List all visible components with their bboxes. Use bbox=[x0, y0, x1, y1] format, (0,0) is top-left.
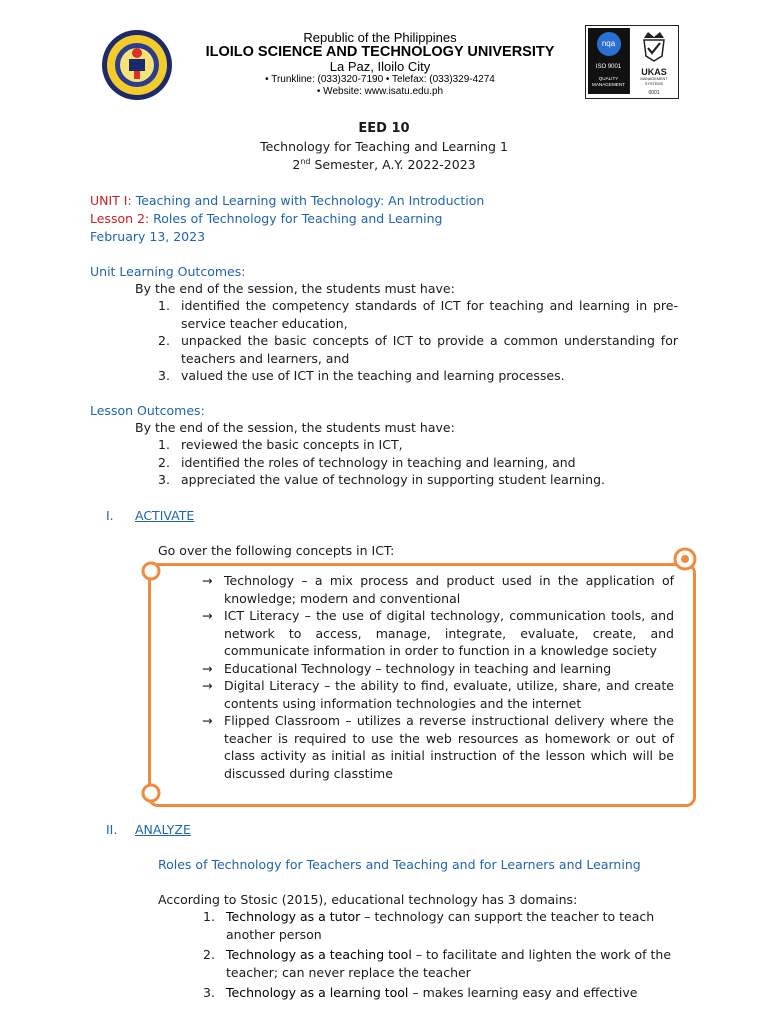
arrow-icon: → bbox=[202, 660, 213, 676]
semester-number: 2 bbox=[292, 157, 301, 173]
concept-item bbox=[202, 572, 674, 607]
arrow-icon: → bbox=[202, 573, 213, 588]
unit-title: Teaching and Learning with Technology: An Introduction bbox=[135, 193, 485, 208]
item-term: Technology as a learning tool bbox=[226, 985, 409, 1000]
item-desc: – technology can support the teacher to teach another person bbox=[226, 909, 655, 942]
concept-text: Flipped Classroom – utilizes a reverse instructional delivery where the teacher is required to use the web resources as homework or out of class activity as initial as initial instruction of the lesson which will be discussed during classtime bbox=[224, 713, 674, 781]
concept-text: Educational Technology – technology in teaching and learning bbox=[224, 660, 612, 676]
list-item bbox=[158, 454, 678, 472]
list-item bbox=[203, 946, 678, 981]
section-number-analyze: II. bbox=[106, 822, 118, 837]
item-number: 3. bbox=[158, 472, 170, 487]
lesson-date: February 13, 2023 bbox=[90, 229, 206, 244]
list-item bbox=[158, 436, 678, 454]
ulo-list bbox=[158, 297, 678, 385]
item-desc: – makes learning easy and effective bbox=[408, 985, 638, 1000]
item-number: 1. bbox=[203, 909, 215, 924]
item-term: Technology as a teaching tool bbox=[226, 947, 412, 962]
website-text: • Website: www.isatu.edu.ph bbox=[316, 86, 444, 97]
scroll-curl-icon bbox=[140, 560, 162, 582]
list-item bbox=[203, 984, 678, 1002]
semester-suffix: nd bbox=[300, 157, 311, 166]
course-title: Technology for Teaching and Learning 1 bbox=[260, 139, 508, 154]
concept-item bbox=[202, 712, 674, 782]
certification-badges bbox=[585, 25, 679, 99]
list-item bbox=[158, 471, 678, 489]
nqa-logo-icon: nqa bbox=[597, 32, 621, 56]
list-item bbox=[158, 297, 678, 332]
item-number: 2. bbox=[158, 454, 170, 470]
section-number-activate: I. bbox=[106, 508, 114, 523]
contact-numbers: • Trunkline: (033)320-7190 • Telefax: (033)329-4274 bbox=[265, 74, 495, 85]
semester-line bbox=[0, 157, 768, 172]
item-text: identified the roles of technology in teaching and learning, and bbox=[181, 454, 576, 470]
item-text: unpacked the basic concepts of ICT to provide a common understanding for teachers and learners, and bbox=[181, 333, 678, 366]
item-text: valued the use of ICT in the teaching and learning processes. bbox=[181, 368, 565, 383]
section-title-analyze: ANALYZE bbox=[135, 822, 191, 837]
republic-text: Republic of the Philippines bbox=[303, 30, 457, 45]
analyze-intro: According to Stosic (2015), educational technology has 3 domains: bbox=[158, 892, 578, 907]
concept-text: Digital Literacy – the ability to find, evaluate, utilize, share, and create contents using information technologies and the internet bbox=[224, 678, 674, 711]
item-text: appreciated the value of technology in supporting student learning. bbox=[181, 472, 605, 487]
list-item bbox=[203, 908, 678, 943]
concept-item bbox=[202, 677, 674, 712]
item-desc: – to facilitate and lighten the work of the teacher; can never replace the teacher bbox=[226, 947, 672, 980]
iso-label: ISO 9001 bbox=[595, 64, 622, 70]
list-item bbox=[158, 367, 678, 385]
course-code: EED 10 bbox=[358, 121, 410, 136]
item-number: 3. bbox=[158, 368, 170, 383]
scroll-curl-icon bbox=[672, 546, 698, 572]
lesson-heading bbox=[90, 210, 442, 228]
university-address: La Paz, Iloilo City bbox=[329, 59, 431, 74]
concept-text: Technology – a mix process and product used in the application of knowledge; modern and conventional bbox=[224, 573, 674, 606]
unit-heading bbox=[90, 192, 484, 210]
ukas-number: 0001 bbox=[648, 90, 660, 96]
iso-badge bbox=[588, 28, 630, 94]
iso-sublabel: QUALITY MANAGEMENT bbox=[592, 76, 625, 87]
section-title-activate: ACTIVATE bbox=[135, 508, 195, 523]
ukas-badge bbox=[632, 28, 676, 94]
item-number: 3. bbox=[203, 985, 215, 1000]
item-number: 2. bbox=[158, 333, 170, 348]
item-number: 1. bbox=[158, 298, 170, 313]
item-number: 1. bbox=[158, 437, 170, 452]
lesson-prefix: Lesson 2: bbox=[90, 211, 150, 226]
item-number: 2. bbox=[203, 947, 215, 962]
activate-intro: Go over the following concepts in ICT: bbox=[158, 543, 395, 558]
item-text: reviewed the basic concepts in ICT, bbox=[181, 437, 403, 452]
analyze-subtitle: Roles of Technology for Teachers and Teaching and for Learners and Learning bbox=[158, 857, 641, 872]
crown-check-icon bbox=[632, 28, 676, 64]
domains-list bbox=[203, 908, 678, 1002]
ukas-label: UKAS bbox=[641, 67, 667, 77]
item-text: identified the competency standards of ICT for teaching and learning in pre-service teacher education, bbox=[181, 298, 678, 331]
arrow-icon: → bbox=[202, 678, 213, 693]
lo-list bbox=[158, 436, 678, 489]
lo-intro: By the end of the session, the students must have: bbox=[135, 420, 455, 435]
ulo-intro: By the end of the session, the students must have: bbox=[135, 281, 455, 296]
concepts-list bbox=[202, 572, 674, 782]
lesson-title: Roles of Technology for Teaching and Learning bbox=[153, 211, 443, 226]
item-term: Technology as a tutor bbox=[226, 909, 361, 924]
arrow-icon: → bbox=[202, 713, 213, 728]
semester-text: Semester, A.Y. 2022-2023 bbox=[310, 157, 476, 173]
ukas-sublabel: MANAGEMENT SYSTEMS bbox=[640, 77, 668, 86]
list-item bbox=[158, 332, 678, 367]
scroll-curl-icon bbox=[140, 782, 162, 804]
concept-text: ICT Literacy – the use of digital technology, communication tools, and network to access, manage, integrate, evaluate, create, and communicate information in order to function in a knowledge society bbox=[224, 608, 674, 658]
university-name: ILOILO SCIENCE AND TECHNOLOGY UNIVERSITY bbox=[205, 44, 555, 60]
arrow-icon: → bbox=[202, 608, 213, 623]
unit-prefix: UNIT I: bbox=[90, 193, 132, 208]
concept-item bbox=[202, 607, 674, 660]
ulo-heading: Unit Learning Outcomes: bbox=[90, 264, 246, 279]
concept-item bbox=[202, 660, 674, 678]
lo-heading: Lesson Outcomes: bbox=[90, 403, 205, 418]
